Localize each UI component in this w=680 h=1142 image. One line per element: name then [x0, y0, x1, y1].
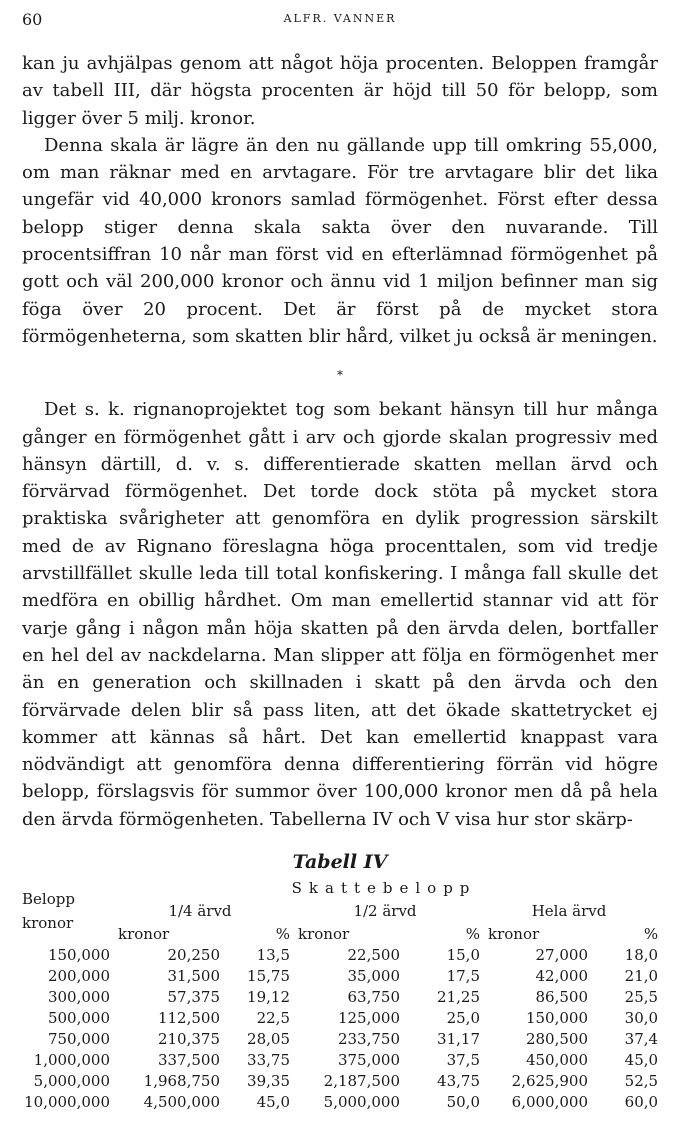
table-row: [22, 1071, 658, 1092]
table-cell: 21,0: [624, 967, 659, 986]
belopp-header: [22, 877, 110, 945]
table-cell: 112,500: [157, 1009, 220, 1028]
table-cell: 19,12: [247, 988, 290, 1007]
table-cell: 200,000: [47, 967, 110, 986]
column-header: %: [275, 925, 290, 944]
table-row: [22, 945, 658, 966]
table-cell: 31,500: [167, 967, 220, 986]
table-cell: 13,5: [256, 946, 290, 965]
table-cell: 2,187,500: [323, 1072, 400, 1091]
table-cell: 45,0: [624, 1051, 659, 1070]
table-cell: 5,000,000: [323, 1093, 400, 1112]
table-cell: 450,000: [525, 1051, 588, 1070]
table-cell: 233,750: [337, 1030, 400, 1049]
table-cell: 500,000: [47, 1009, 110, 1028]
belopp-header-line2: kronor: [22, 914, 74, 933]
paragraph: Denna skala är lägre än den nu gällande upp till omkring 55,000, om man räknar med en arvtagare. För tre arvtagare blir det lika ungefär vid 40,000 kronors samlad förmögenhet. Först efter dessa belopp stiger denna skala sakta över den nuvarande. Till procentsiffran 10 når man först vid en efterlämnad förmögenhet på gott och väl 200,000 kronor och ännu vid 1 miljon befinner man sig föga över 20 procent. Det är först på de mycket stora förmögenheterna, som skatten blir hård, vilket ju också är meningen.: [22, 134, 658, 347]
table-cell: 43,75: [437, 1072, 480, 1091]
column-header: kronor: [488, 925, 540, 944]
group-header: 1/2 ärvd: [353, 902, 417, 921]
belopp-header-line1: Belopp: [22, 890, 75, 909]
table-cell: 17,5: [446, 967, 480, 986]
table-cell: 125,000: [337, 1009, 400, 1028]
table-cell: 1,968,750: [143, 1072, 220, 1091]
table-row: [22, 1050, 658, 1071]
page-header: [22, 10, 658, 30]
table-cell: 60,0: [624, 1093, 659, 1112]
table-cell: 5,000,000: [33, 1072, 110, 1091]
table-row: [22, 1092, 658, 1113]
table-cell: 25,5: [624, 988, 659, 1007]
table-cell: 50,0: [446, 1093, 480, 1112]
table-cell: 37,5: [446, 1051, 480, 1070]
table-cell: 27,000: [535, 946, 588, 965]
table-title: Tabell IV: [292, 851, 388, 874]
column-header: kronor: [298, 925, 350, 944]
table-cell: 150,000: [47, 946, 110, 965]
table-cell: 750,000: [47, 1030, 110, 1049]
table-cell: 18,0: [624, 946, 659, 965]
table-cell: 25,0: [446, 1009, 480, 1028]
paragraph: kan ju avhjälpas genom att något höja procenten. Beloppen framgår av tabell III, där högsta procenten är höjd till 50 för belopp, som ligger över 5 milj. kronor.: [22, 53, 658, 129]
table-cell: 28,05: [247, 1030, 290, 1049]
section-separator: *: [337, 368, 343, 383]
column-header: %: [643, 925, 659, 944]
table-cell: 1,000,000: [33, 1051, 110, 1070]
table-cell: 21,25: [437, 988, 480, 1007]
table-cell: 86,500: [535, 988, 588, 1007]
table-cell: 42,000: [535, 967, 588, 986]
table-cell: 20,250: [167, 946, 220, 965]
table-row: [22, 987, 658, 1008]
table-cell: 33,75: [247, 1051, 290, 1070]
table-cell: 210,375: [157, 1030, 220, 1049]
column-header: kronor: [118, 925, 170, 944]
page-number: 60: [22, 10, 43, 29]
table-cell: 337,500: [157, 1051, 220, 1070]
page-body: [22, 50, 658, 1113]
table-cell: 280,500: [525, 1030, 588, 1049]
table-cell: 375,000: [337, 1051, 400, 1070]
table-cell: 35,000: [347, 967, 400, 986]
table-cell: 57,375: [167, 988, 220, 1007]
table-cell: 15,75: [247, 967, 290, 986]
table-cell: 39,35: [247, 1072, 290, 1091]
table-row: [22, 966, 658, 987]
table-cell: 31,17: [437, 1030, 480, 1049]
running-title: ALFR. VANNER: [283, 12, 397, 25]
column-header: %: [465, 925, 480, 944]
table-cell: 22,5: [256, 1009, 290, 1028]
paragraph: Det s. k. rignanoprojektet tog som bekant hänsyn till hur många gånger en förmögenhet gått i arv och gjorde skalan progressiv med hänsyn därtill, d. v. s. differentierade skatten mellan ärvd och förvärvad förmögenhet. Det torde dock stöta på mycket stora praktiska svårigheter att genomföra en dylik progression särskilt med de av Rignano föreslagna höga procenttalen, som vid tredje arvstillfället skulle leda till total konfiskering. I många fall skulle det medföra en obillig hårdhet. Om man emellertid stannar vid att för varje gång i någon mån höja skatten på den ärvda delen, bortfaller en hel del av nackdelarna. Man slipper att följa en förmögenhet mer än en generation och skillnaden i skatt på den ärvda och den förvärvade delen blir så pass liten, att det ökade skattetrycket ej kommer att kännas så hårt. Det kan emellertid knappast vara nödvändigt att genomföra denna differentiering förrän vid högre belopp, förslagsvis för summor över 100,000 kronor men då på hela den ärvda förmögenheten. Tabellerna IV och V visa hur stor skärp-: [22, 399, 658, 830]
table-row: [22, 1008, 658, 1029]
table-cell: 52,5: [624, 1072, 659, 1091]
table-row: [22, 1029, 658, 1050]
table-cell: 45,0: [256, 1093, 290, 1112]
table-cell: 15,0: [446, 946, 480, 965]
super-header: Skattebelopp: [291, 879, 477, 898]
table-cell: 10,000,000: [24, 1093, 110, 1112]
table-cell: 2,625,900: [511, 1072, 588, 1091]
group-header: Hela ärvd: [531, 902, 607, 921]
table-cell: 6,000,000: [511, 1093, 588, 1112]
table-cell: 37,4: [624, 1030, 659, 1049]
table-cell: 22,500: [347, 946, 400, 965]
group-header: 1/4 ärvd: [168, 902, 232, 921]
table-cell: 30,0: [624, 1009, 659, 1028]
table-cell: 150,000: [525, 1009, 588, 1028]
table-cell: 63,750: [347, 988, 400, 1007]
table-cell: 4,500,000: [143, 1093, 220, 1112]
table-cell: 300,000: [47, 988, 110, 1007]
tax-table: [22, 877, 658, 1113]
